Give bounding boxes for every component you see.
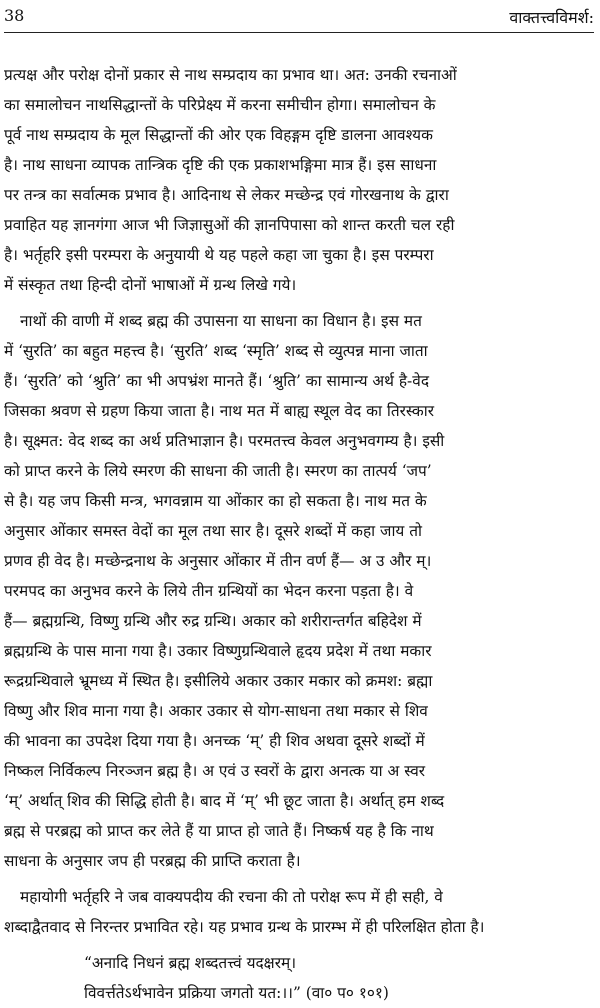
text-line: रूद्रग्रन्थिवाले भ्रूमध्य में स्थित है। इसीलिये अकार उकार मकार को क्रमश: ब्रह्मा — [4, 672, 433, 690]
running-title: वाक्तत्त्वविमर्श: — [509, 8, 594, 27]
text-line: प्रणव ही वेद है। मच्छेन्द्रनाथ के अनुसार ओंकार में तीन वर्ण हैं— अ उ और म्। — [4, 552, 432, 570]
text-line: हैं— ब्रह्मग्रन्थि, विष्णु ग्रन्थि और रुद्र ग्रन्थि। अकार को शरीरान्तर्गत बहिदेश में — [4, 612, 422, 630]
text-line: है। भर्तृहरि इसी परम्परा के अनुयायी थे यह पहले कहा जा चुका है। इस परम्परा — [4, 246, 434, 264]
paragraph-1 — [4, 60, 590, 300]
text-line: प्रत्यक्ष और परोक्ष दोनों प्रकार से नाथ सम्प्रदाय का प्रभाव था। अत: उनकी रचनाओं — [4, 66, 457, 84]
text-line: ब्रह्मग्रन्थि के पास माना गया है। उकार विष्णुग्रन्थिवाले हृदय प्रदेश में तथा मकार — [4, 642, 432, 660]
text-line: से है। यह जप किसी मन्त्र, भगवन्नाम या ओंकार का हो सकता है। नाथ मत के — [4, 492, 427, 510]
text-line: अनुसार ओंकार समस्त वेदों का मूल तथा सार है। दूसरे शब्दों में कहा जाय तो — [4, 522, 423, 540]
text-line: परमपद का अनुभव करने के लिये तीन ग्रन्थियों का भेदन करना पड़ता है। वे — [4, 582, 414, 600]
text-line: निष्कल निर्विकल्प निरञ्जन ब्रह्म है। अ एवं उ स्वरों के द्वारा अनत्क या अ स्वर — [4, 762, 426, 780]
text-line: साधना के अनुसार जप ही परब्रह्म की प्राप्ति कराता है। — [4, 852, 301, 870]
text-line: है। सूक्ष्मत: वेद शब्द का अर्थ प्रतिभाज्ञान है। परमतत्त्व केवल अनुभवगम्य है। इसी — [4, 432, 445, 450]
paragraph-2 — [4, 306, 590, 876]
text-line: विष्णु और शिव माना गया है। अकार उकार से योग-साधना तथा मकार से शिव — [4, 702, 428, 720]
text-line: में संस्कृत तथा हिन्दी दोनों भाषाओं में ग्रन्थ लिखे गये। — [4, 276, 297, 294]
text-line: शब्दाद्वैतवाद से निरन्तर प्रभावित रहे। यह प्रभाव ग्रन्थ के प्रारम्भ में ही परिलक्षित होता है। — [4, 918, 485, 936]
verse-line-2: विवर्त्ततेऽर्थभावेन प्रक्रिया जगतो यत:।।” (वा० प० १०१) — [84, 984, 389, 1002]
verse-quotation — [84, 948, 590, 1008]
text-line: प्रवाहित यह ज्ञानगंगा आज भी जिज्ञासुओं की ज्ञानपिपासा को शान्त करती चल रही — [4, 216, 455, 234]
text-line: पर तन्त्र का सर्वात्मक प्रभाव है। आदिनाथ से लेकर मच्छेन्द्र एवं गोरखनाथ के द्वारा — [4, 186, 449, 204]
page-body — [4, 60, 590, 1008]
text-line: को प्राप्त करने के लिये स्मरण की साधना की जाती है। स्मरण का तात्पर्य ‘जप’ — [4, 462, 432, 480]
text-line: में ‘सुरति’ का बहुत महत्त्व है। ‘सुरति’ शब्द ‘स्मृति’ शब्द से व्युत्पन्न माना जाता — [4, 342, 428, 360]
text-line: ब्रह्म से परब्रह्म को प्राप्त कर लेते हैं या प्राप्त हो जाते हैं। निष्कर्ष यह है कि नाथ — [4, 822, 434, 840]
paragraph-3 — [4, 882, 590, 942]
text-line: जिसका श्रवण से ग्रहण किया जाता है। नाथ मत में बाह्य स्थूल वेद का तिरस्कार — [4, 402, 435, 420]
text-line: हैं। ‘सुरति’ को ‘श्रुति’ का भी अपभ्रंश मानते हैं। ‘श्रुति’ का सामान्य अर्थ है-वेद — [4, 372, 429, 390]
page-number: 38 — [4, 6, 25, 25]
text-line: की भावना का उपदेश दिया गया है। अनच्क ‘म्’ ही शिव अथवा दूसरे शब्दों में — [4, 732, 425, 750]
text-line: महायोगी भर्तृहरि ने जब वाक्यपदीय की रचना की तो परोक्ष रूप में ही सही, वे — [20, 888, 443, 906]
page-header — [4, 4, 594, 33]
text-line: पूर्व नाथ सम्प्रदाय के मूल सिद्धान्तों की ओर एक विहङ्गम दृष्टि डालना आवश्यक — [4, 126, 433, 144]
verse-line-1: “अनादि निधनं ब्रह्म शब्दतत्त्वं यदक्षरम्। — [84, 954, 297, 972]
text-line: ‘म्’ अर्थात् शिव की सिद्धि होती है। बाद में ‘म्’ भी छूट जाता है। अर्थात् हम शब्द — [4, 792, 445, 810]
text-line: नाथों की वाणी में शब्द ब्रह्म की उपासना या साधना का विधान है। इस मत — [20, 312, 422, 330]
text-line: का समालोचन नाथसिद्धान्तों के परिप्रेक्ष्य में करना समीचीन होगा। समालोचन के — [4, 96, 436, 114]
text-line: है। नाथ साधना व्यापक तान्त्रिक दृष्टि की एक प्रकाशभङ्गिमा मात्र हैं। इस साधना — [4, 156, 437, 174]
